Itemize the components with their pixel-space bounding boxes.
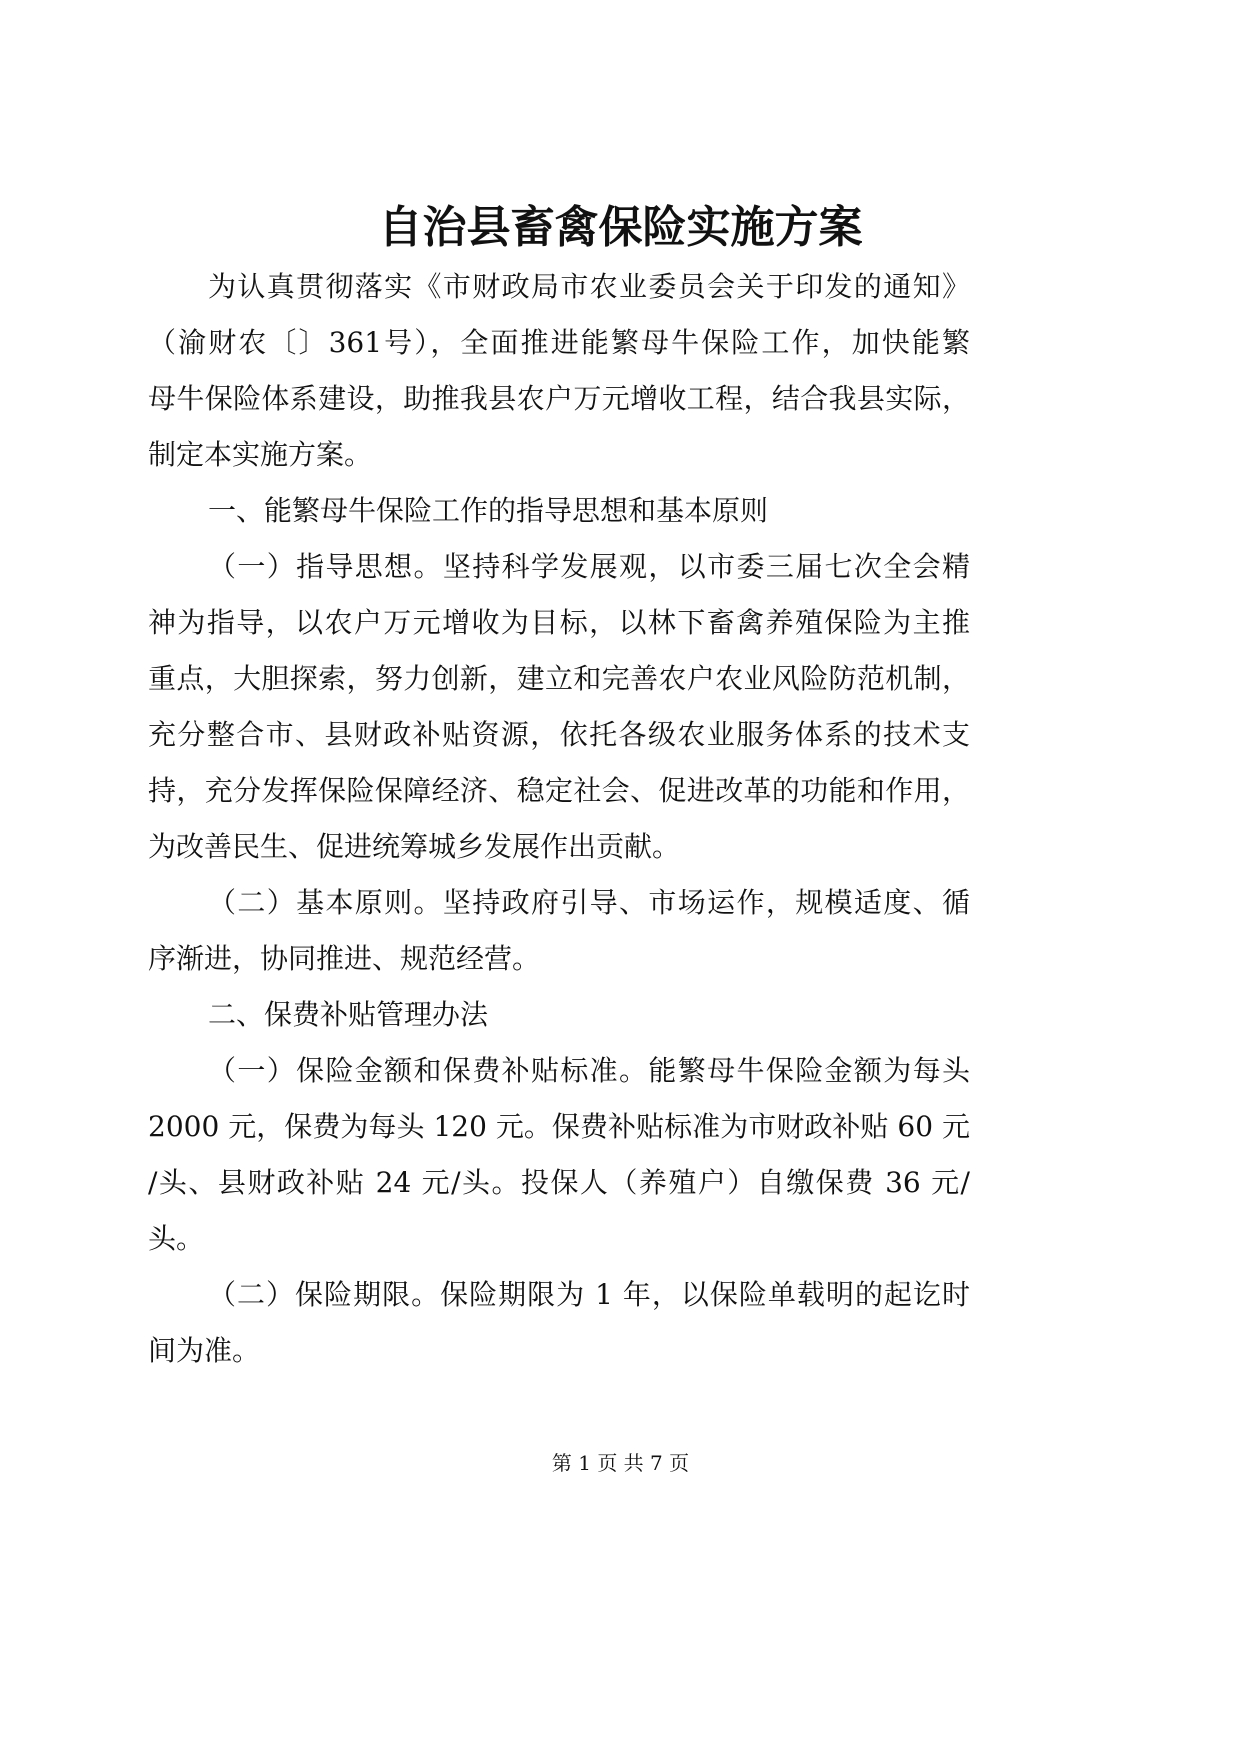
text-line: 充分整合市、县财政补贴资源，依托各级农业服务体系的技术支	[148, 718, 970, 751]
text-line: 间为准。	[148, 1334, 261, 1367]
text-line: 2000 元，保费为每头 120 元。保费补贴标准为市财政补贴 60 元	[148, 1110, 970, 1143]
paragraph	[148, 987, 970, 1043]
text-line: 一、能繁母牛保险工作的指导思想和基本原则	[208, 494, 769, 527]
paragraph	[148, 875, 970, 987]
text-line: 重点，大胆探索，努力创新，建立和完善农户农业风险防范机制，	[148, 662, 970, 695]
paragraph	[148, 483, 970, 539]
text-line: （二）基本原则。坚持政府引导、市场运作，规模适度、循	[208, 886, 970, 919]
text-line: 头。	[148, 1222, 205, 1255]
paragraph	[148, 1043, 970, 1267]
text-line: （渝财农〔〕361号），全面推进能繁母牛保险工作，加快能繁	[148, 326, 970, 359]
paragraph	[148, 539, 970, 875]
text-line: 二、保费补贴管理办法	[208, 998, 489, 1031]
text-line: 神为指导，以农户万元增收为目标，以林下畜禽养殖保险为主推	[148, 606, 970, 639]
paragraph	[148, 259, 970, 483]
text-line: （一）指导思想。坚持科学发展观，以市委三届七次全会精	[208, 550, 970, 583]
text-line: 持，充分发挥保险保障经济、稳定社会、促进改革的功能和作用，	[148, 774, 970, 807]
text-line: （二）保险期限。保险期限为 1 年，以保险单载明的起讫时	[208, 1278, 970, 1311]
paragraph	[148, 1267, 970, 1379]
text-line: （一）保险金额和保费补贴标准。能繁母牛保险金额为每头	[208, 1054, 970, 1087]
text-line: 序渐进，协同推进、规范经营。	[148, 942, 541, 975]
text-line: 制定本实施方案。	[148, 438, 373, 471]
text-line: 母牛保险体系建设，助推我县农户万元增收工程，结合我县实际，	[148, 382, 970, 415]
page-footer: 第 1 页 共 7 页	[551, 1451, 690, 1475]
document-title: 自治县畜禽保险实施方案	[378, 202, 863, 253]
text-line: 为改善民生、促进统筹城乡发展作出贡献。	[148, 830, 681, 863]
text-line: 为认真贯彻落实《市财政局市农业委员会关于印发的通知》	[208, 270, 970, 303]
text-line: /头、县财政补贴 24 元/头。投保人（养殖户）自缴保费 36 元/	[148, 1166, 970, 1199]
document-body	[148, 259, 970, 1379]
